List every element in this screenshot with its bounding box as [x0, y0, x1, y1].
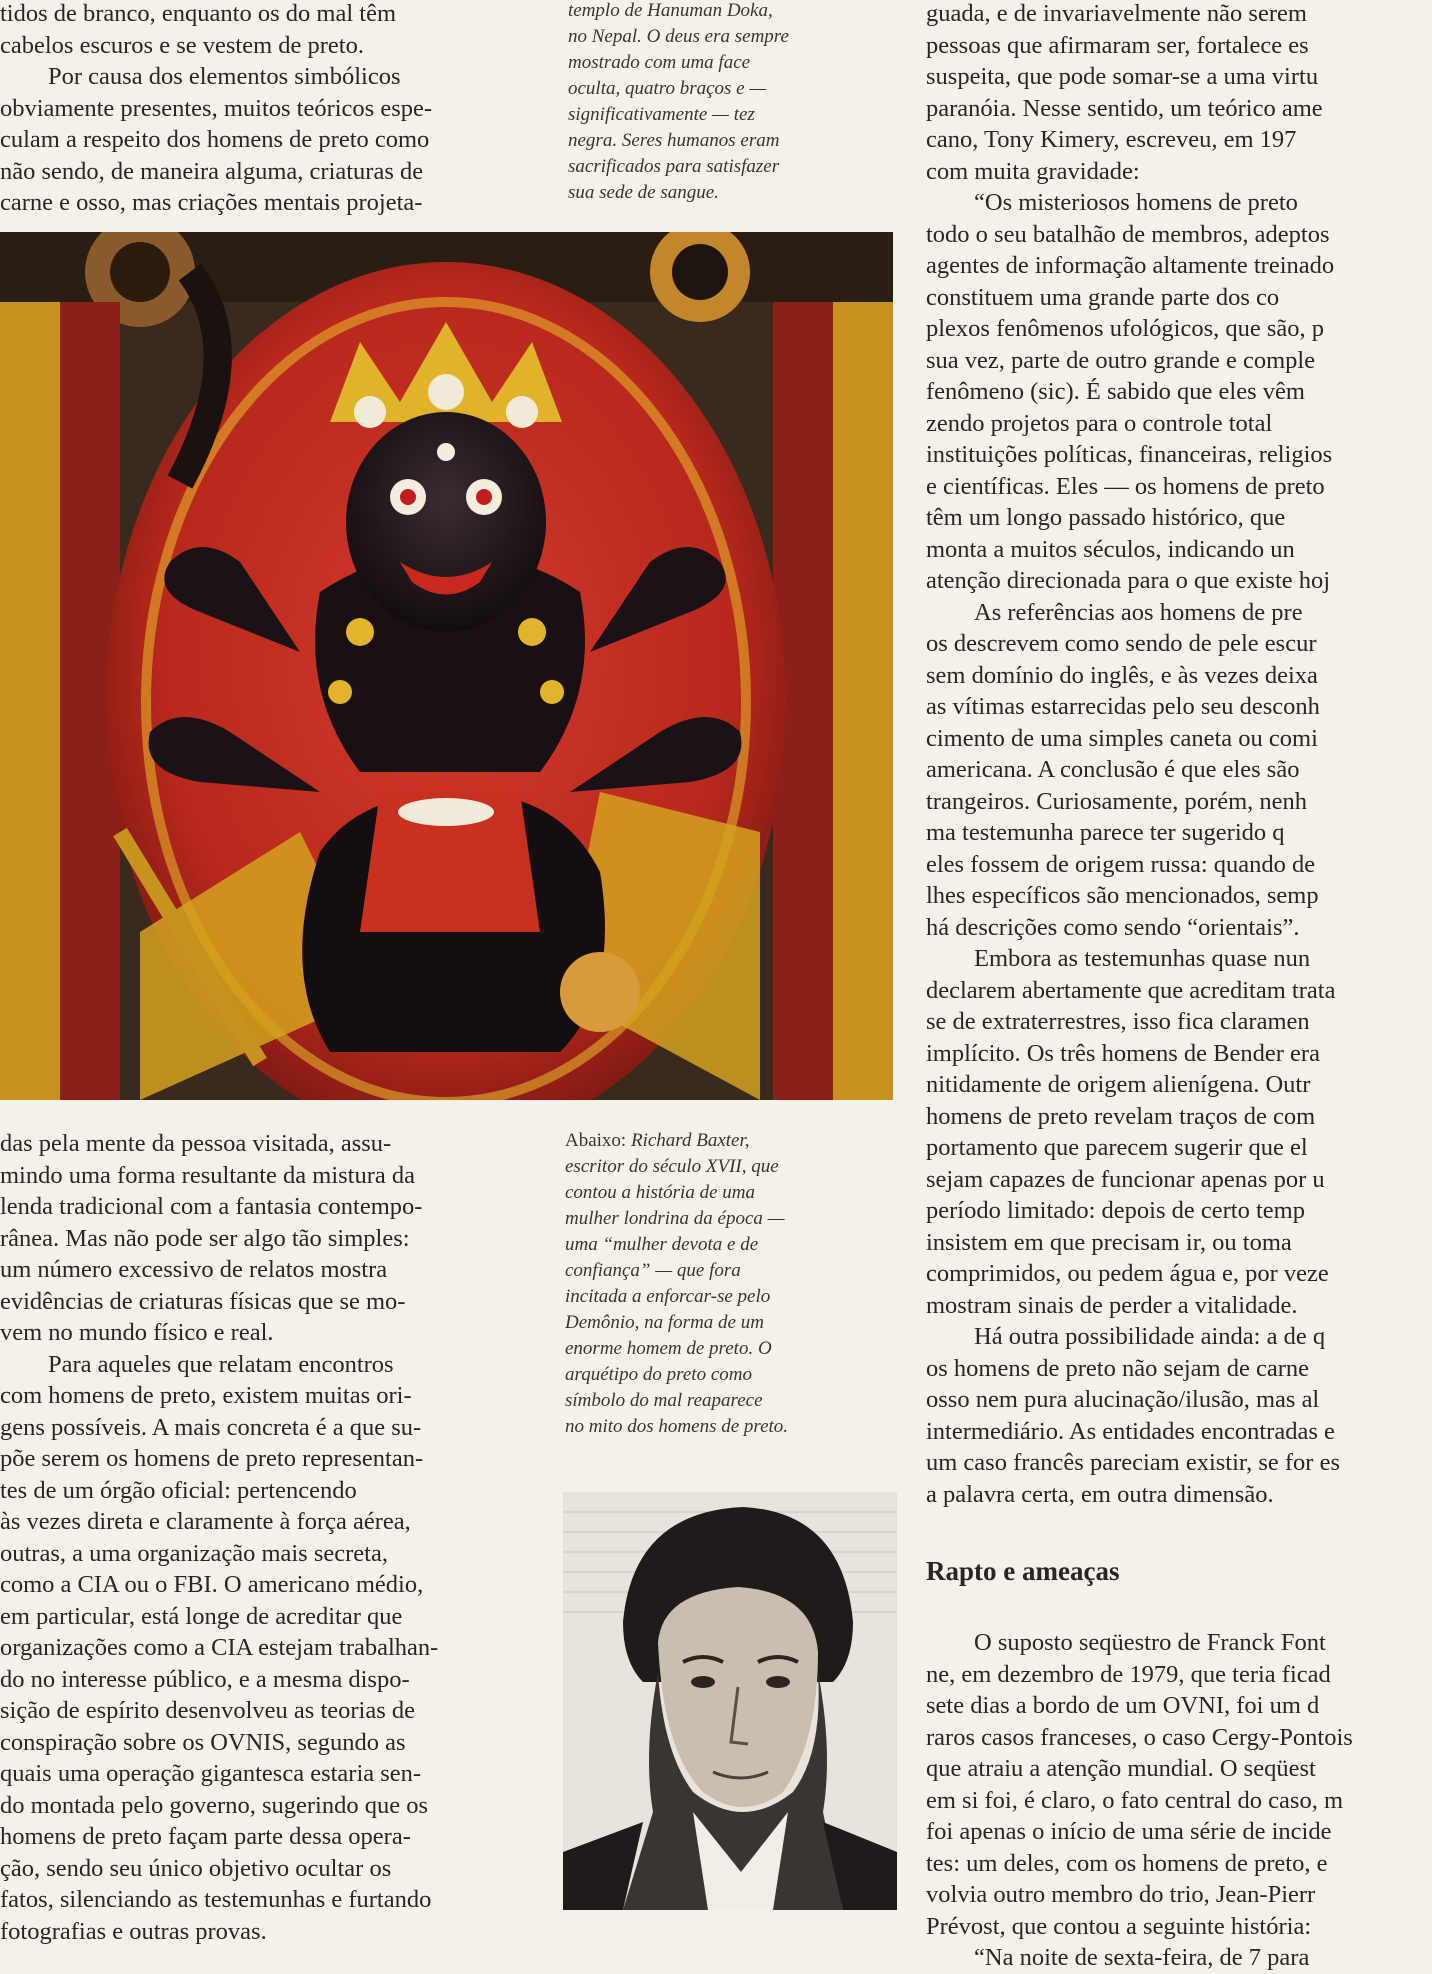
text-line: Embora as testemunhas quase nun — [974, 945, 1311, 972]
text-line: comprimidos, ou pedem água e, por veze — [926, 1260, 1329, 1287]
text-line: a palavra certa, em outra dimensão. — [926, 1480, 1274, 1508]
caption-bottom — [565, 1128, 900, 1440]
text-line: do montada pelo governo, sugerindo que os — [0, 1791, 428, 1819]
text-line: todo o seu batalhão de membros, adeptos — [926, 220, 1330, 248]
text-line: gens possíveis. A mais concreta é a que su- — [0, 1413, 422, 1441]
caption-line: enorme homem de preto. O — [565, 1338, 772, 1359]
caption-line: confiança” — que fora — [565, 1260, 741, 1281]
text-line: sejam capazes de funcionar apenas por u — [926, 1165, 1325, 1193]
text-line: lenda tradicional com a fantasia contempo- — [0, 1193, 423, 1220]
left-column-bottom — [0, 1128, 540, 1947]
text-line: agentes de informação altamente treinado — [926, 252, 1335, 279]
text-line: não sendo, de maneira alguma, criaturas de — [0, 157, 424, 185]
text-line: trangeiros. Curiosamente, porém, nenh — [926, 787, 1308, 815]
text-line: osso nem pura alucinação/ilusão, mas al — [926, 1386, 1320, 1413]
deity-illustration — [0, 232, 893, 1100]
text-line: os descrevem como sendo de pele escur — [926, 630, 1317, 657]
caption-lead: Abaixo: — [565, 1130, 627, 1151]
text-line: evidências de criaturas físicas que se mo- — [0, 1287, 406, 1315]
text-line: mostram sinais de perder a vitalidade. — [926, 1291, 1298, 1319]
text-line: Por causa dos elementos simbólicos — [48, 63, 401, 90]
caption-line: escritor do século XVII, que — [565, 1156, 779, 1177]
text-line: que atraiu a atenção mundial. O seqüest — [926, 1755, 1316, 1782]
text-line: às vezes direta e claramente à força aérea, — [0, 1508, 411, 1535]
caption-line: mulher londrina da época — — [565, 1208, 785, 1229]
caption-top — [568, 0, 898, 206]
text-line: sição de espírito desenvolveu as teorias de — [0, 1697, 416, 1724]
deity-photo — [0, 232, 893, 1100]
caption-line: Demônio, na forma de um — [565, 1312, 764, 1333]
text-line: intermediário. As entidades encontradas e — [926, 1417, 1335, 1445]
text-line: ne, em dezembro de 1979, que teria ficad — [926, 1660, 1331, 1688]
text-line: guada, e de invariavelmente não serem — [926, 0, 1307, 27]
text-line: raros casos franceses, o caso Cergy-Pontois — [926, 1723, 1353, 1751]
text-line: vem no mundo físico e real. — [0, 1319, 274, 1346]
text-line: ma testemunha parece ter sugerido q — [926, 819, 1285, 846]
caption-line: oculta, quatro braços e — — [568, 78, 767, 99]
text-line: As referências aos homens de pre — [974, 598, 1303, 626]
text-line: implícito. Os três homens de Bender era — [926, 1039, 1320, 1067]
text-line: paranóia. Nesse sentido, um teórico ame — [926, 94, 1323, 122]
text-line: homens de preto façam parte dessa opera- — [0, 1823, 411, 1850]
caption-line: no mito dos homens de preto. — [565, 1416, 789, 1437]
text-line: fenômeno (sic). É sabido que eles vêm — [926, 378, 1305, 405]
caption-line: significativamente — tez — [568, 104, 755, 125]
text-line: portamento que parecem sugerir que el — [926, 1134, 1308, 1161]
caption-line: símbolo do mal reaparece — [565, 1390, 763, 1411]
text-line: atenção direcionada para o que existe hoj — [926, 567, 1331, 594]
text-line: insistem em que precisam ir, ou toma — [926, 1228, 1292, 1256]
caption-line: templo de Hanuman Doka, — [568, 0, 773, 21]
caption-line: contou a história de uma — [565, 1182, 755, 1203]
text-line: instituições políticas, financeiras, religios — [926, 441, 1333, 468]
text-line: eles fossem de origem russa: quando de — [926, 850, 1316, 878]
text-line: ção, sendo seu único objetivo ocultar os — [0, 1854, 392, 1882]
right-column — [926, 0, 1432, 1510]
text-line: fatos, silenciando as testemunhas e furtando — [0, 1886, 432, 1913]
text-line: suspeita, que pode somar-se a uma virtu — [926, 63, 1319, 90]
text-line: os homens de preto não sejam de carne — [926, 1354, 1310, 1382]
text-line: um número excessivo de relatos mostra — [0, 1256, 388, 1283]
text-line: pessoas que afirmaram ser, fortalece es — [926, 31, 1309, 59]
text-line: mindo uma forma resultante da mistura da — [0, 1161, 416, 1189]
portrait-photo — [563, 1492, 897, 1910]
caption-line: mostrado com uma face — [568, 52, 751, 73]
text-line: culam a respeito dos homens de preto como — [0, 126, 430, 153]
text-line: sua vez, parte de outro grande e comple — [926, 346, 1316, 374]
right-column-bottom — [926, 1627, 1432, 1974]
portrait-engraving — [563, 1492, 897, 1910]
text-line: “Na noite de sexta-feira, de 7 para — [974, 1944, 1310, 1971]
text-line: fotografias e outras provas. — [0, 1917, 267, 1945]
text-line: tidos de branco, enquanto os do mal têm — [0, 0, 396, 27]
text-line: como a CIA ou o FBI. O americano médio, — [0, 1571, 424, 1598]
text-line: há descrições como sendo “orientais”. — [926, 913, 1300, 941]
text-line: tes de um órgão oficial: pertencendo — [0, 1476, 357, 1504]
text-line: “Os misteriosos homens de preto — [974, 189, 1298, 216]
text-line: plexos fenômenos ufológicos, que são, p — [926, 315, 1325, 342]
text-line: obviamente presentes, muitos teóricos espe- — [0, 94, 433, 122]
text-line: um caso francês pareciam existir, se for es — [926, 1449, 1340, 1476]
text-line: sem domínio do inglês, e às vezes deixa — [926, 661, 1318, 689]
text-line: outras, a uma organização mais secreta, — [0, 1539, 388, 1567]
text-line: declarem abertamente que acreditam trata — [926, 976, 1336, 1004]
caption-line: arquétipo do preto como — [565, 1364, 752, 1385]
caption-line: no Nepal. O deus era sempre — [568, 26, 789, 47]
text-line: monta a muitos séculos, indicando un — [926, 535, 1295, 563]
text-line: com homens de preto, existem muitas ori- — [0, 1382, 412, 1409]
text-line: das pela mente da pessoa visitada, assu- — [0, 1130, 392, 1157]
text-line: constituem uma grande parte dos co — [926, 283, 1280, 311]
text-line: põe serem os homens de preto representan- — [0, 1445, 424, 1472]
caption-line: sacrificados para satisfazer — [568, 156, 780, 177]
text-line: sete dias a bordo de um OVNI, foi um d — [926, 1692, 1320, 1719]
caption-line: negra. Seres humanos eram — [568, 130, 780, 151]
text-line: com muita gravidade: — [926, 157, 1140, 185]
section-heading: Rapto e ameaças — [926, 1556, 1120, 1586]
caption-line — [565, 1128, 900, 1154]
text-line: do no interesse público, e a mesma dispo- — [0, 1665, 410, 1693]
text-line: as vítimas estarrecidas pelo seu desconh — [926, 693, 1320, 720]
text-line: se de extraterrestres, isso fica claramen — [926, 1008, 1310, 1035]
text-line: em particular, está longe de acreditar que — [0, 1602, 403, 1630]
text-line: volvia outro membro do trio, Jean-Pierr — [926, 1881, 1316, 1908]
text-line: Para aqueles que relatam encontros — [48, 1350, 394, 1378]
left-column-top — [0, 0, 540, 219]
text-line: lhes específicos são mencionados, semp — [926, 882, 1319, 909]
text-line: tes: um deles, com os homens de preto, e — [926, 1849, 1328, 1877]
text-line: cano, Tony Kimery, escreveu, em 197 — [926, 126, 1297, 153]
caption-line: sua sede de sangue. — [568, 182, 719, 203]
text-line: em si foi, é claro, o fato central do caso, m — [926, 1786, 1344, 1814]
text-line: Há outra possibilidade ainda: a de q — [974, 1323, 1326, 1350]
text-line: período limitado: depois de certo temp — [926, 1197, 1305, 1224]
text-line: e científicas. Eles — os homens de preto — [926, 472, 1325, 500]
text-line: cimento de uma simples caneta ou comi — [926, 724, 1318, 752]
text-line: carne e osso, mas criações mentais projeta- — [0, 189, 423, 216]
text-line: americana. A conclusão é que eles são — [926, 756, 1300, 783]
text-line: quais uma operação gigantesca estaria sen- — [0, 1760, 422, 1787]
text-line: rânea. Mas não pode ser algo tão simples: — [0, 1224, 410, 1252]
caption-line: uma “mulher devota e de — [565, 1234, 759, 1255]
text-line: conspiração sobre os OVNIS, segundo as — [0, 1728, 406, 1756]
text-line: Prévost, que contou a seguinte história: — [926, 1912, 1312, 1940]
caption-line-text: Richard Baxter, — [626, 1130, 750, 1151]
text-line: foi apenas o início de uma série de incide — [926, 1818, 1332, 1845]
text-line: nitidamente de origem alienígena. Outr — [926, 1071, 1311, 1098]
text-line: cabelos escuros e se vestem de preto. — [0, 31, 364, 59]
caption-line: incitada a enforcar-se pelo — [565, 1286, 771, 1307]
text-line: zendo projetos para o controle total — [926, 409, 1273, 437]
text-line: organizações como a CIA estejam trabalhan- — [0, 1634, 439, 1661]
text-line: homens de preto revelam traços de com — [926, 1102, 1316, 1130]
text-line: O suposto seqüestro de Franck Font — [974, 1629, 1326, 1656]
text-line: têm um longo passado histórico, que — [926, 504, 1286, 531]
